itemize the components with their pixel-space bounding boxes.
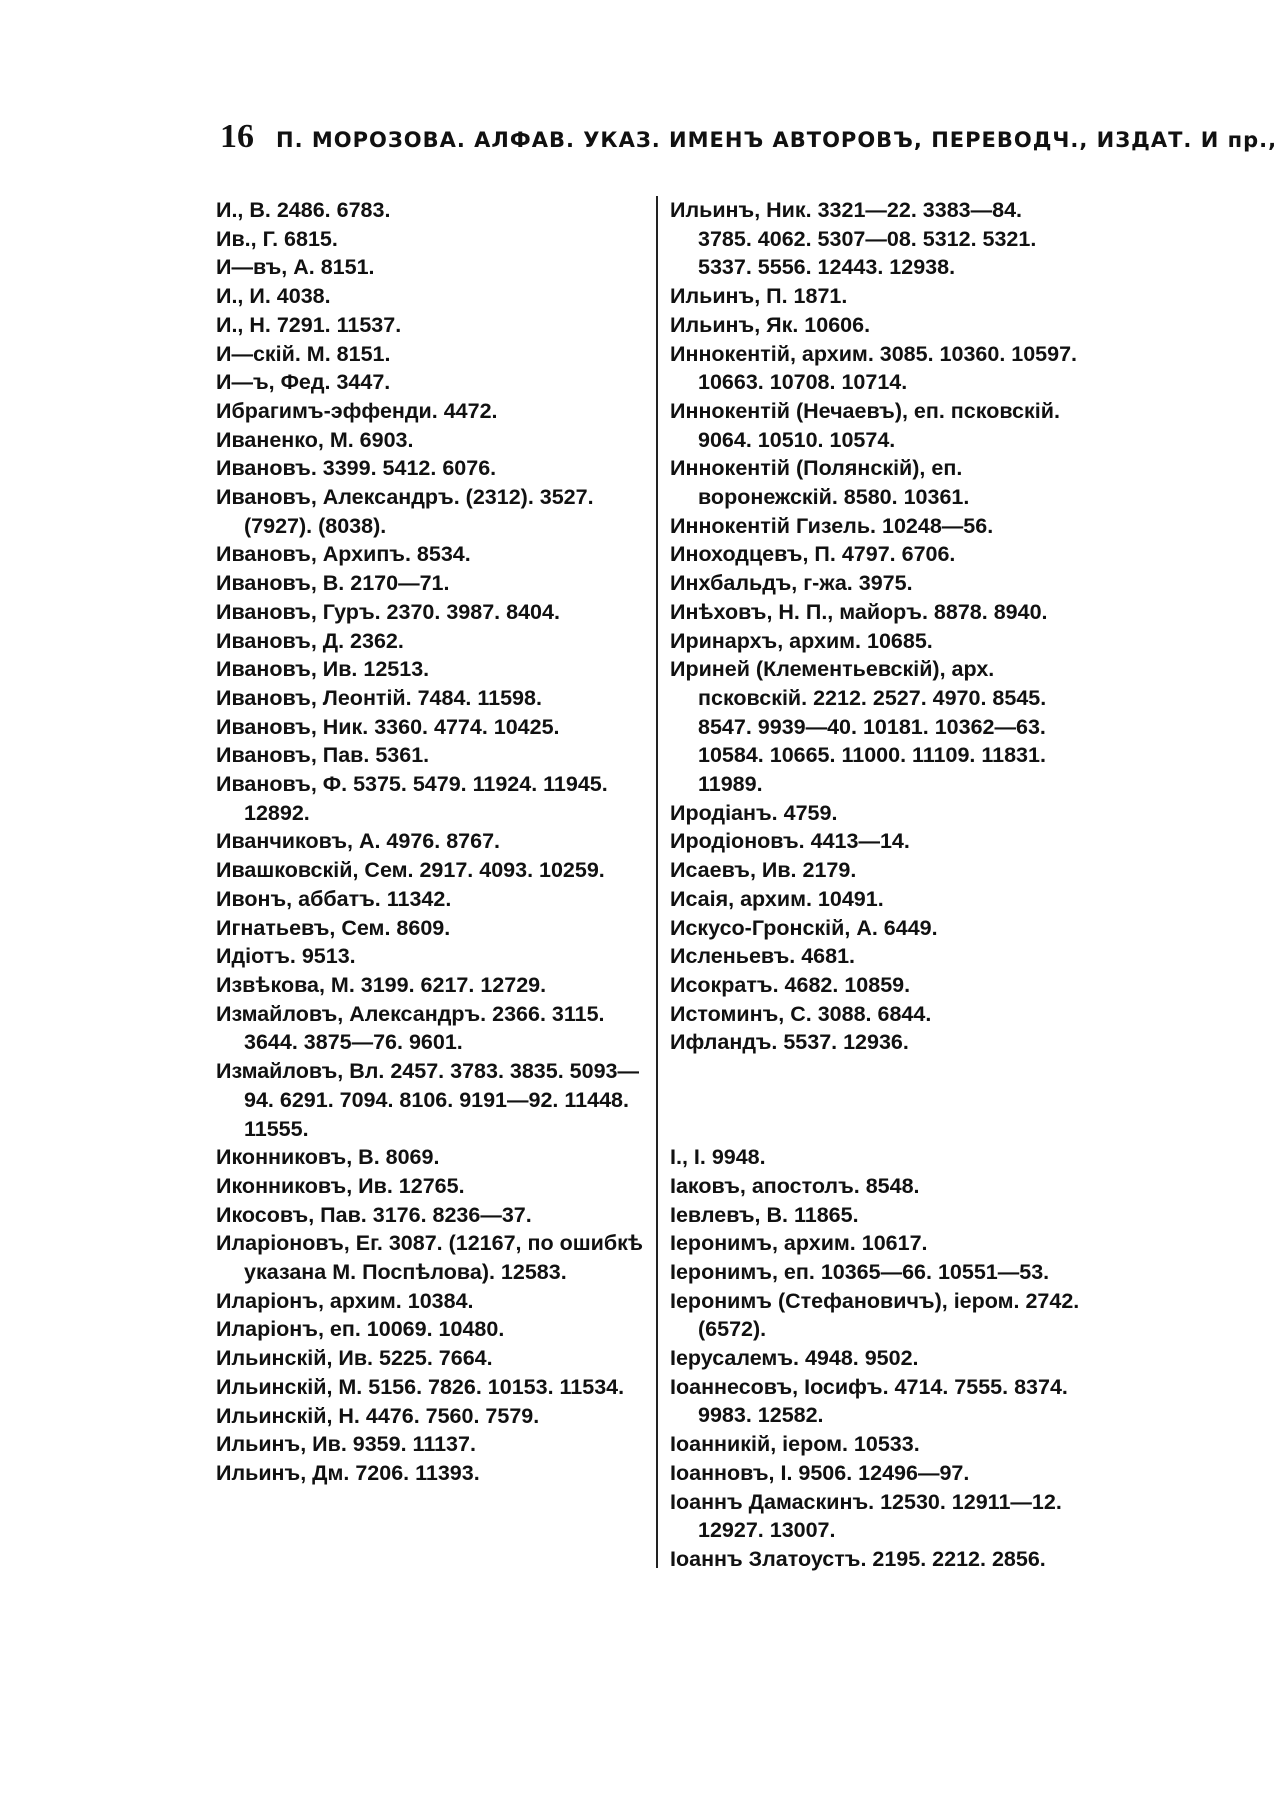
index-entry: Иннокентій (Полянскій), еп. воронежскій. 8580. 10361. bbox=[670, 456, 970, 510]
index-entry: Иринархъ, архим. 10685. bbox=[670, 628, 933, 653]
index-section-i-decimal bbox=[670, 1143, 1080, 1574]
index-entry: Исократъ. 4682. 10859. bbox=[670, 972, 911, 997]
index-entry: Ильинъ, Ив. 9359. 11137. bbox=[216, 1432, 476, 1457]
index-entry: Ивановъ, Д. 2362. bbox=[216, 628, 404, 653]
index-entry: Іевлевъ, В. 11865. bbox=[670, 1202, 859, 1227]
index-entry: Исаія, архим. 10491. bbox=[670, 886, 884, 911]
index-entry: Ильинскій, Н. 4476. 7560. 7579. bbox=[216, 1403, 540, 1428]
index-entry: І., І. 9948. bbox=[670, 1145, 766, 1170]
index-entry: И., Н. 7291. 11537. bbox=[216, 312, 402, 337]
index-entry: Измайловъ, Вл. 2457. 3783. 3835. 5093—94. 6291. 7094. 8106. 9191—92. 11448. 11555. bbox=[216, 1059, 639, 1141]
index-entry: Іеронимъ (Стефановичъ), іером. 2742. (6572). bbox=[670, 1288, 1080, 1342]
index-column-right bbox=[670, 196, 1080, 1574]
index-entry: Ивонъ, аббатъ. 11342. bbox=[216, 886, 452, 911]
index-entry: Ифландъ. 5537. 12936. bbox=[670, 1030, 909, 1055]
index-entry: Иларіонъ, еп. 10069. 10480. bbox=[216, 1317, 505, 1342]
column-divider bbox=[656, 196, 658, 1568]
index-entry: Ильинъ, Дм. 7206. 11393. bbox=[216, 1460, 480, 1485]
index-entry: Истоминъ, С. 3088. 6844. bbox=[670, 1001, 932, 1026]
index-entry: Икосовъ, Пав. 3176. 8236—37. bbox=[216, 1202, 532, 1227]
index-section-i bbox=[670, 196, 1080, 1057]
index-entry: Ивановъ, Леонтій. 7484. 11598. bbox=[216, 685, 542, 710]
page-number: 16 bbox=[220, 118, 254, 155]
index-entry: Измайловъ, Александръ. 2366. 3115. 3644. 3875—76. 9601. bbox=[216, 1001, 605, 1055]
index-entry: И., В. 2486. 6783. bbox=[216, 198, 391, 222]
index-entry: И—въ, А. 8151. bbox=[216, 255, 375, 280]
index-entry: Иноходцевъ, П. 4797. 6706. bbox=[670, 542, 956, 567]
index-entry: Ивановъ, Ник. 3360. 4774. 10425. bbox=[216, 714, 560, 739]
running-title: П. МОРОЗОВА. АЛФАВ. УКАЗ. ИМЕНЪ АВТОРОВЪ, ПЕРЕВОДЧ., ИЗДАТ. И пр., bbox=[276, 128, 1277, 152]
index-entry: Инѣховъ, Н. П., майоръ. 8878. 8940. bbox=[670, 599, 1048, 624]
index-entry: Ивановъ, Гуръ. 2370. 3987. 8404. bbox=[216, 599, 560, 624]
index-entry: Извѣкова, М. 3199. 6217. 12729. bbox=[216, 972, 547, 997]
index-entry: Иродіоновъ. 4413—14. bbox=[670, 829, 910, 854]
index-entry: И—скій. М. 8151. bbox=[216, 341, 391, 366]
index-entry: И., И. 4038. bbox=[216, 284, 331, 309]
index-entry: Ильинъ, Ник. 3321—22. 3383—84. 3785. 4062. 5307—08. 5312. 5321. 5337. 5556. 12443. 12938. bbox=[670, 198, 1037, 280]
index-entry: Ивановъ, Ив. 12513. bbox=[216, 657, 430, 682]
index-entry: И—ъ, Фед. 3447. bbox=[216, 370, 391, 395]
index-entry: Іоанновъ, І. 9506. 12496—97. bbox=[670, 1460, 970, 1485]
index-entry: Ив., Г. 6815. bbox=[216, 226, 338, 251]
index-entry: Ириней (Клементьевскій), арх. псковскій. 2212. 2527. 4970. 8545. 8547. 9939—40. 10181. 10362—63. 10584. 10665. 11000. 11109. 11831. 11989. bbox=[670, 657, 1047, 797]
index-entry: Иларіонъ, архим. 10384. bbox=[216, 1288, 474, 1313]
page-header bbox=[220, 118, 1277, 178]
index-column-left bbox=[216, 196, 644, 1488]
index-entry: Ивановъ, Пав. 5361. bbox=[216, 743, 430, 768]
index-entry: Ибрагимъ-эффенди. 4472. bbox=[216, 398, 498, 423]
index-entry: Идіотъ. 9513. bbox=[216, 944, 356, 969]
index-entry: Іоаннъ Дамаскинъ. 12530. 12911—12. 12927. 13007. bbox=[670, 1489, 1062, 1543]
index-entry: Ивановъ, Ф. 5375. 5479. 11924. 11945. 12892. bbox=[216, 772, 608, 825]
index-entry: Иларіоновъ, Ег. 3087. (12167, по ошибкѣ указана М. Поспѣлова). 12583. bbox=[216, 1231, 643, 1285]
index-entry: Иннокентій Гизель. 10248—56. bbox=[670, 513, 994, 538]
index-entry: Иродіанъ. 4759. bbox=[670, 800, 838, 825]
index-entry: Иннокентій, архим. 3085. 10360. 10597. 10663. 10708. 10714. bbox=[670, 341, 1078, 395]
index-entry: Ивановъ, В. 2170—71. bbox=[216, 571, 450, 596]
index-entry: Іоаннесовъ, Іосифъ. 4714. 7555. 8374. 9983. 12582. bbox=[670, 1374, 1068, 1428]
index-entry: Иваненко, М. 6903. bbox=[216, 427, 414, 452]
index-entry: Іоанникій, іером. 10533. bbox=[670, 1432, 920, 1457]
index-entry: Іеронимъ, архим. 10617. bbox=[670, 1231, 928, 1256]
section-gap bbox=[670, 1057, 1080, 1143]
index-entry: Ивановъ, Архипъ. 8534. bbox=[216, 542, 471, 567]
index-entry: Исаевъ, Ив. 2179. bbox=[670, 858, 857, 883]
index-entry: Инхбальдъ, г-жа. 3975. bbox=[670, 571, 913, 596]
index-entry: Іоаннъ Златоустъ. 2195. 2212. 2856. bbox=[670, 1546, 1046, 1571]
index-entry: Ильинъ, П. 1871. bbox=[670, 284, 848, 309]
index-entry: Ивашковскій, Сем. 2917. 4093. 10259. bbox=[216, 858, 605, 883]
index-entry: Иконниковъ, Ив. 12765. bbox=[216, 1173, 465, 1198]
index-entry: Ильинскій, Ив. 5225. 7664. bbox=[216, 1346, 493, 1371]
index-entry: Искусо-Гронскій, А. 6449. bbox=[670, 915, 938, 940]
index-entry: Іеронимъ, еп. 10365—66. 10551—53. bbox=[670, 1259, 1050, 1284]
index-entry: Игнатьевъ, Сем. 8609. bbox=[216, 915, 451, 940]
index-entry: Ильинскій, М. 5156. 7826. 10153. 11534. bbox=[216, 1374, 625, 1399]
index-entry: Иванчиковъ, А. 4976. 8767. bbox=[216, 829, 500, 854]
index-entry: Ивановъ, Александръ. (2312). 3527. (7927). (8038). bbox=[216, 485, 594, 538]
index-entry: Иннокентій (Нечаевъ), еп. псковскій. 9064. 10510. 10574. bbox=[670, 398, 1060, 452]
index-entry: Ивановъ. 3399. 5412. 6076. bbox=[216, 456, 497, 481]
index-entry: Иконниковъ, В. 8069. bbox=[216, 1145, 440, 1170]
index-entry: Ильинъ, Як. 10606. bbox=[670, 312, 871, 337]
index-entry: Іаковъ, апостолъ. 8548. bbox=[670, 1173, 920, 1198]
index-entry: Іерусалемъ. 4948. 9502. bbox=[670, 1346, 919, 1371]
index-entry: Исленьевъ. 4681. bbox=[670, 944, 856, 969]
